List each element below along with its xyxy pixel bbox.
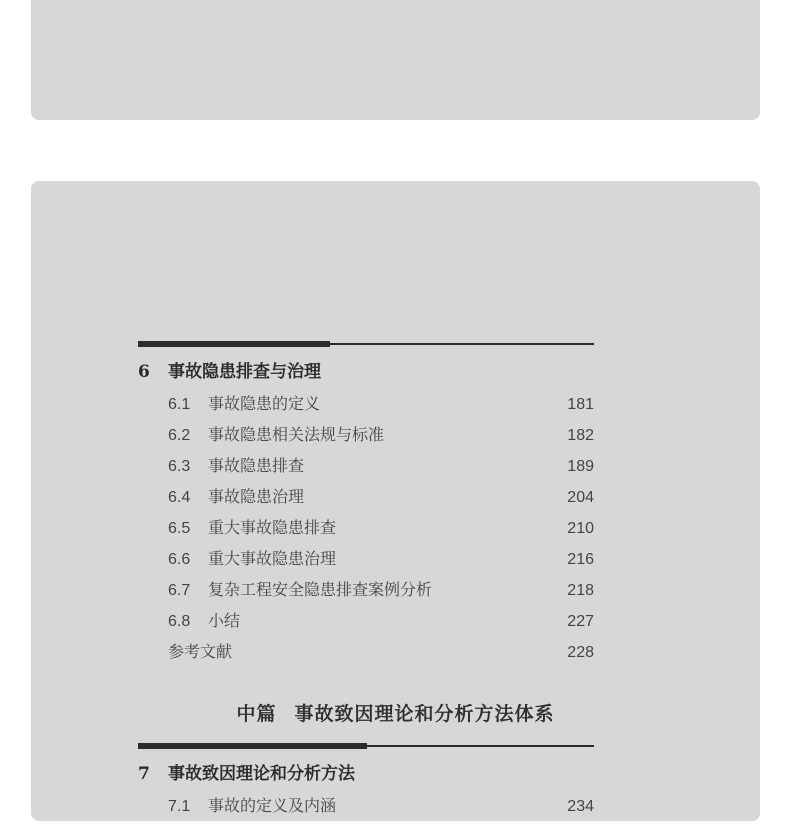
chapter-number: 6: [138, 362, 150, 382]
entry-title: 事故隐患的定义: [208, 396, 321, 413]
entry-title: 事故的定义及内涵: [208, 798, 337, 815]
chapter-title: 事故致因理论和分析方法: [168, 764, 355, 784]
toc-entry[interactable]: [168, 546, 594, 577]
entry-page-number: 216: [567, 551, 594, 568]
entry-page-number: 204: [567, 489, 594, 506]
entry-page-number: 181: [567, 396, 594, 413]
entry-title: 重大事故隐患排查: [208, 520, 337, 537]
chapter-heading: [138, 759, 594, 784]
entry-number: 6.7: [168, 582, 191, 599]
chapter-number: 7: [138, 764, 150, 784]
entry-number: 7.1: [168, 798, 191, 815]
toc-entry[interactable]: [168, 422, 594, 453]
entry-number: 6.6: [168, 551, 191, 568]
chapter-6-section: [138, 341, 594, 670]
entry-page-number: 228: [567, 644, 594, 661]
chapter-divider: [138, 341, 594, 347]
chapter-title: 事故隐患排查与治理: [168, 362, 321, 382]
entry-title: 重大事故隐患治理: [208, 551, 337, 568]
entry-title: 事故隐患相关法规与标准: [208, 427, 385, 444]
entry-page-number: 189: [567, 458, 594, 475]
chapter-divider: [138, 743, 594, 749]
entry-page-number: 182: [567, 427, 594, 444]
entry-title: 参考文献: [168, 644, 233, 661]
entry-number: 6.1: [168, 396, 191, 413]
part-heading: [31, 699, 760, 726]
entry-number: 6.5: [168, 520, 191, 537]
toc-card: [31, 181, 760, 821]
toc-entry[interactable]: [168, 391, 594, 422]
entry-title: 事故隐患排查: [208, 458, 305, 475]
toc-entry[interactable]: [168, 453, 594, 484]
toc-entry-references[interactable]: [168, 639, 594, 670]
entry-title: 事故隐患治理: [208, 489, 305, 506]
entry-title: 小结: [208, 613, 241, 630]
entry-page-number: 227: [567, 613, 594, 630]
entry-page-number: 234: [567, 798, 594, 815]
toc-entry[interactable]: [168, 515, 594, 546]
entry-number: 6.4: [168, 489, 191, 506]
entry-number: 6.3: [168, 458, 191, 475]
toc-entry[interactable]: [168, 608, 594, 639]
entry-number: 6.8: [168, 613, 191, 630]
entry-number: 6.2: [168, 427, 191, 444]
chapter-heading: [138, 357, 594, 382]
toc-entry[interactable]: [168, 793, 594, 824]
entry-page-number: 210: [567, 520, 594, 537]
entry-title: 复杂工程安全隐患排查案例分析: [208, 582, 433, 599]
toc-entry[interactable]: [168, 577, 594, 608]
entry-page-number: 218: [567, 582, 594, 599]
toc-entry-list: [138, 793, 594, 824]
toc-entry[interactable]: [168, 484, 594, 515]
top-card: [31, 0, 760, 120]
part-label: 中篇: [236, 704, 277, 725]
chapter-7-section: [138, 743, 594, 824]
toc-entry-list: [138, 391, 594, 670]
part-title: 事故致因理论和分析方法体系: [294, 704, 555, 725]
